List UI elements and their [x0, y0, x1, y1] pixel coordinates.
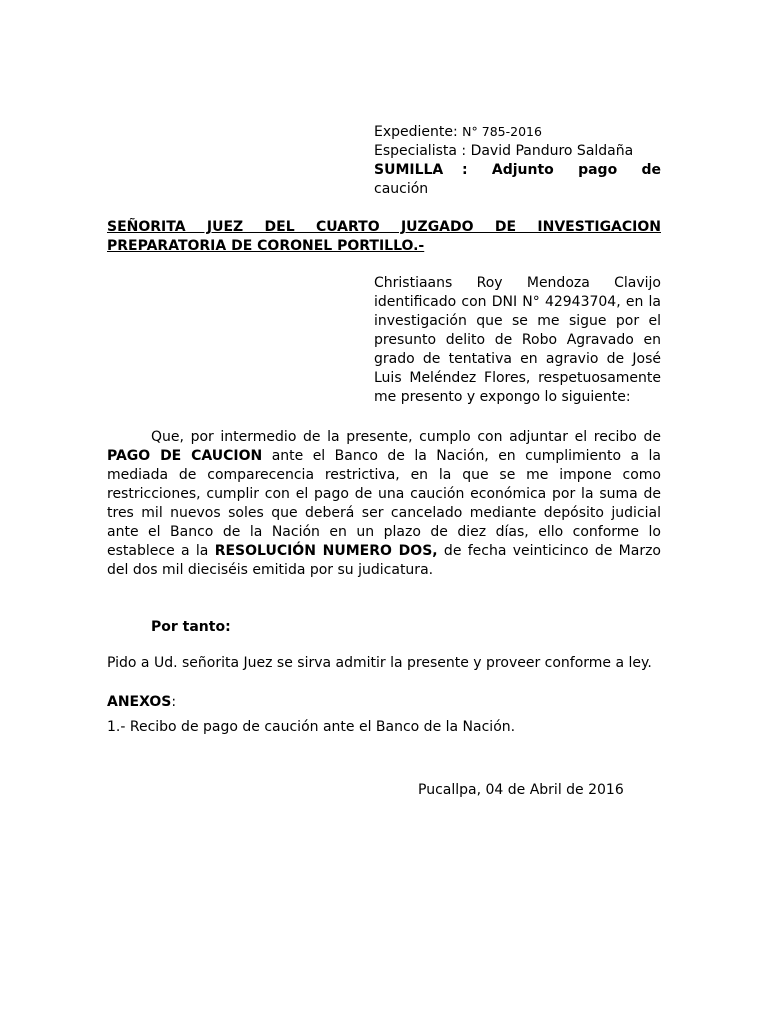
anexo-item: 1.- Recibo de pago de caución ante el Banco de la Nación.: [107, 719, 516, 735]
expediente-label: Expediente:: [374, 124, 458, 140]
petitioner-intro: Christiaans Roy Mendoza Clavijo identificado con DNI N° 42943704, en la investigación que se me sigue por el presunto delito de Robo Agravado en grado de tentativa en agravio de José Luis Meléndez Flores, respetuosamente me presento y expongo lo siguiente:: [374, 275, 661, 405]
petition-text: Pido a Ud. señorita Juez se sirva admitir la presente y proveer conforme a ley.: [107, 655, 652, 671]
addressee: [107, 218, 661, 256]
sumilla-label: SUMILLA: [374, 162, 444, 178]
place-date: Pucallpa, 04 de Abril de 2016: [418, 782, 624, 798]
body-text-start: Que, por intermedio de la presente, cumplo con adjuntar el recibo de: [151, 429, 661, 445]
anexos-colon: :: [171, 694, 177, 710]
addressee-line-2: PREPARATORIA DE CORONEL PORTILLO.-: [107, 238, 425, 254]
especialista-label: Especialista: [374, 143, 457, 159]
especialista-value: : David Panduro Saldaña: [461, 143, 634, 159]
sumilla-value-continued: caución: [374, 181, 429, 197]
body-text-end: de fecha veinticinco de Marzo del dos mil dieciséis emitida por su judicatura.: [107, 543, 662, 578]
anexos-label: ANEXOS: [107, 694, 172, 710]
especialista-row: [374, 142, 661, 161]
body-text-middle: ante el Banco de la Nación, en cumplimiento a la mediada de comparecencia restrictiva, en la que se me impone como restricciones, cumplir con el pago de una caución económica por la suma de tres mil nuevos soles que deberá ser cancelado mediante depósito judicial ante el Banco de la Nación en un plazo de diez días, ello conforme lo establece a la: [107, 448, 661, 559]
sumilla-value: : Adjunto pago de: [462, 162, 661, 178]
anexos-heading: [107, 693, 176, 712]
resolucion-bold: RESOLUCIÓN NUMERO DOS,: [214, 543, 438, 559]
body-paragraph: [107, 428, 661, 580]
document-header: [374, 122, 661, 199]
pago-caucion-bold: PAGO DE CAUCION: [107, 448, 263, 464]
expediente-value: N° 785-2016: [462, 124, 542, 139]
por-tanto-heading: Por tanto:: [151, 619, 231, 635]
sumilla-row: [374, 161, 661, 180]
addressee-line-1: SEÑORITA JUEZ DEL CUARTO JUZGADO DE INVESTIGACION: [107, 219, 661, 235]
expediente-row: [374, 122, 661, 142]
